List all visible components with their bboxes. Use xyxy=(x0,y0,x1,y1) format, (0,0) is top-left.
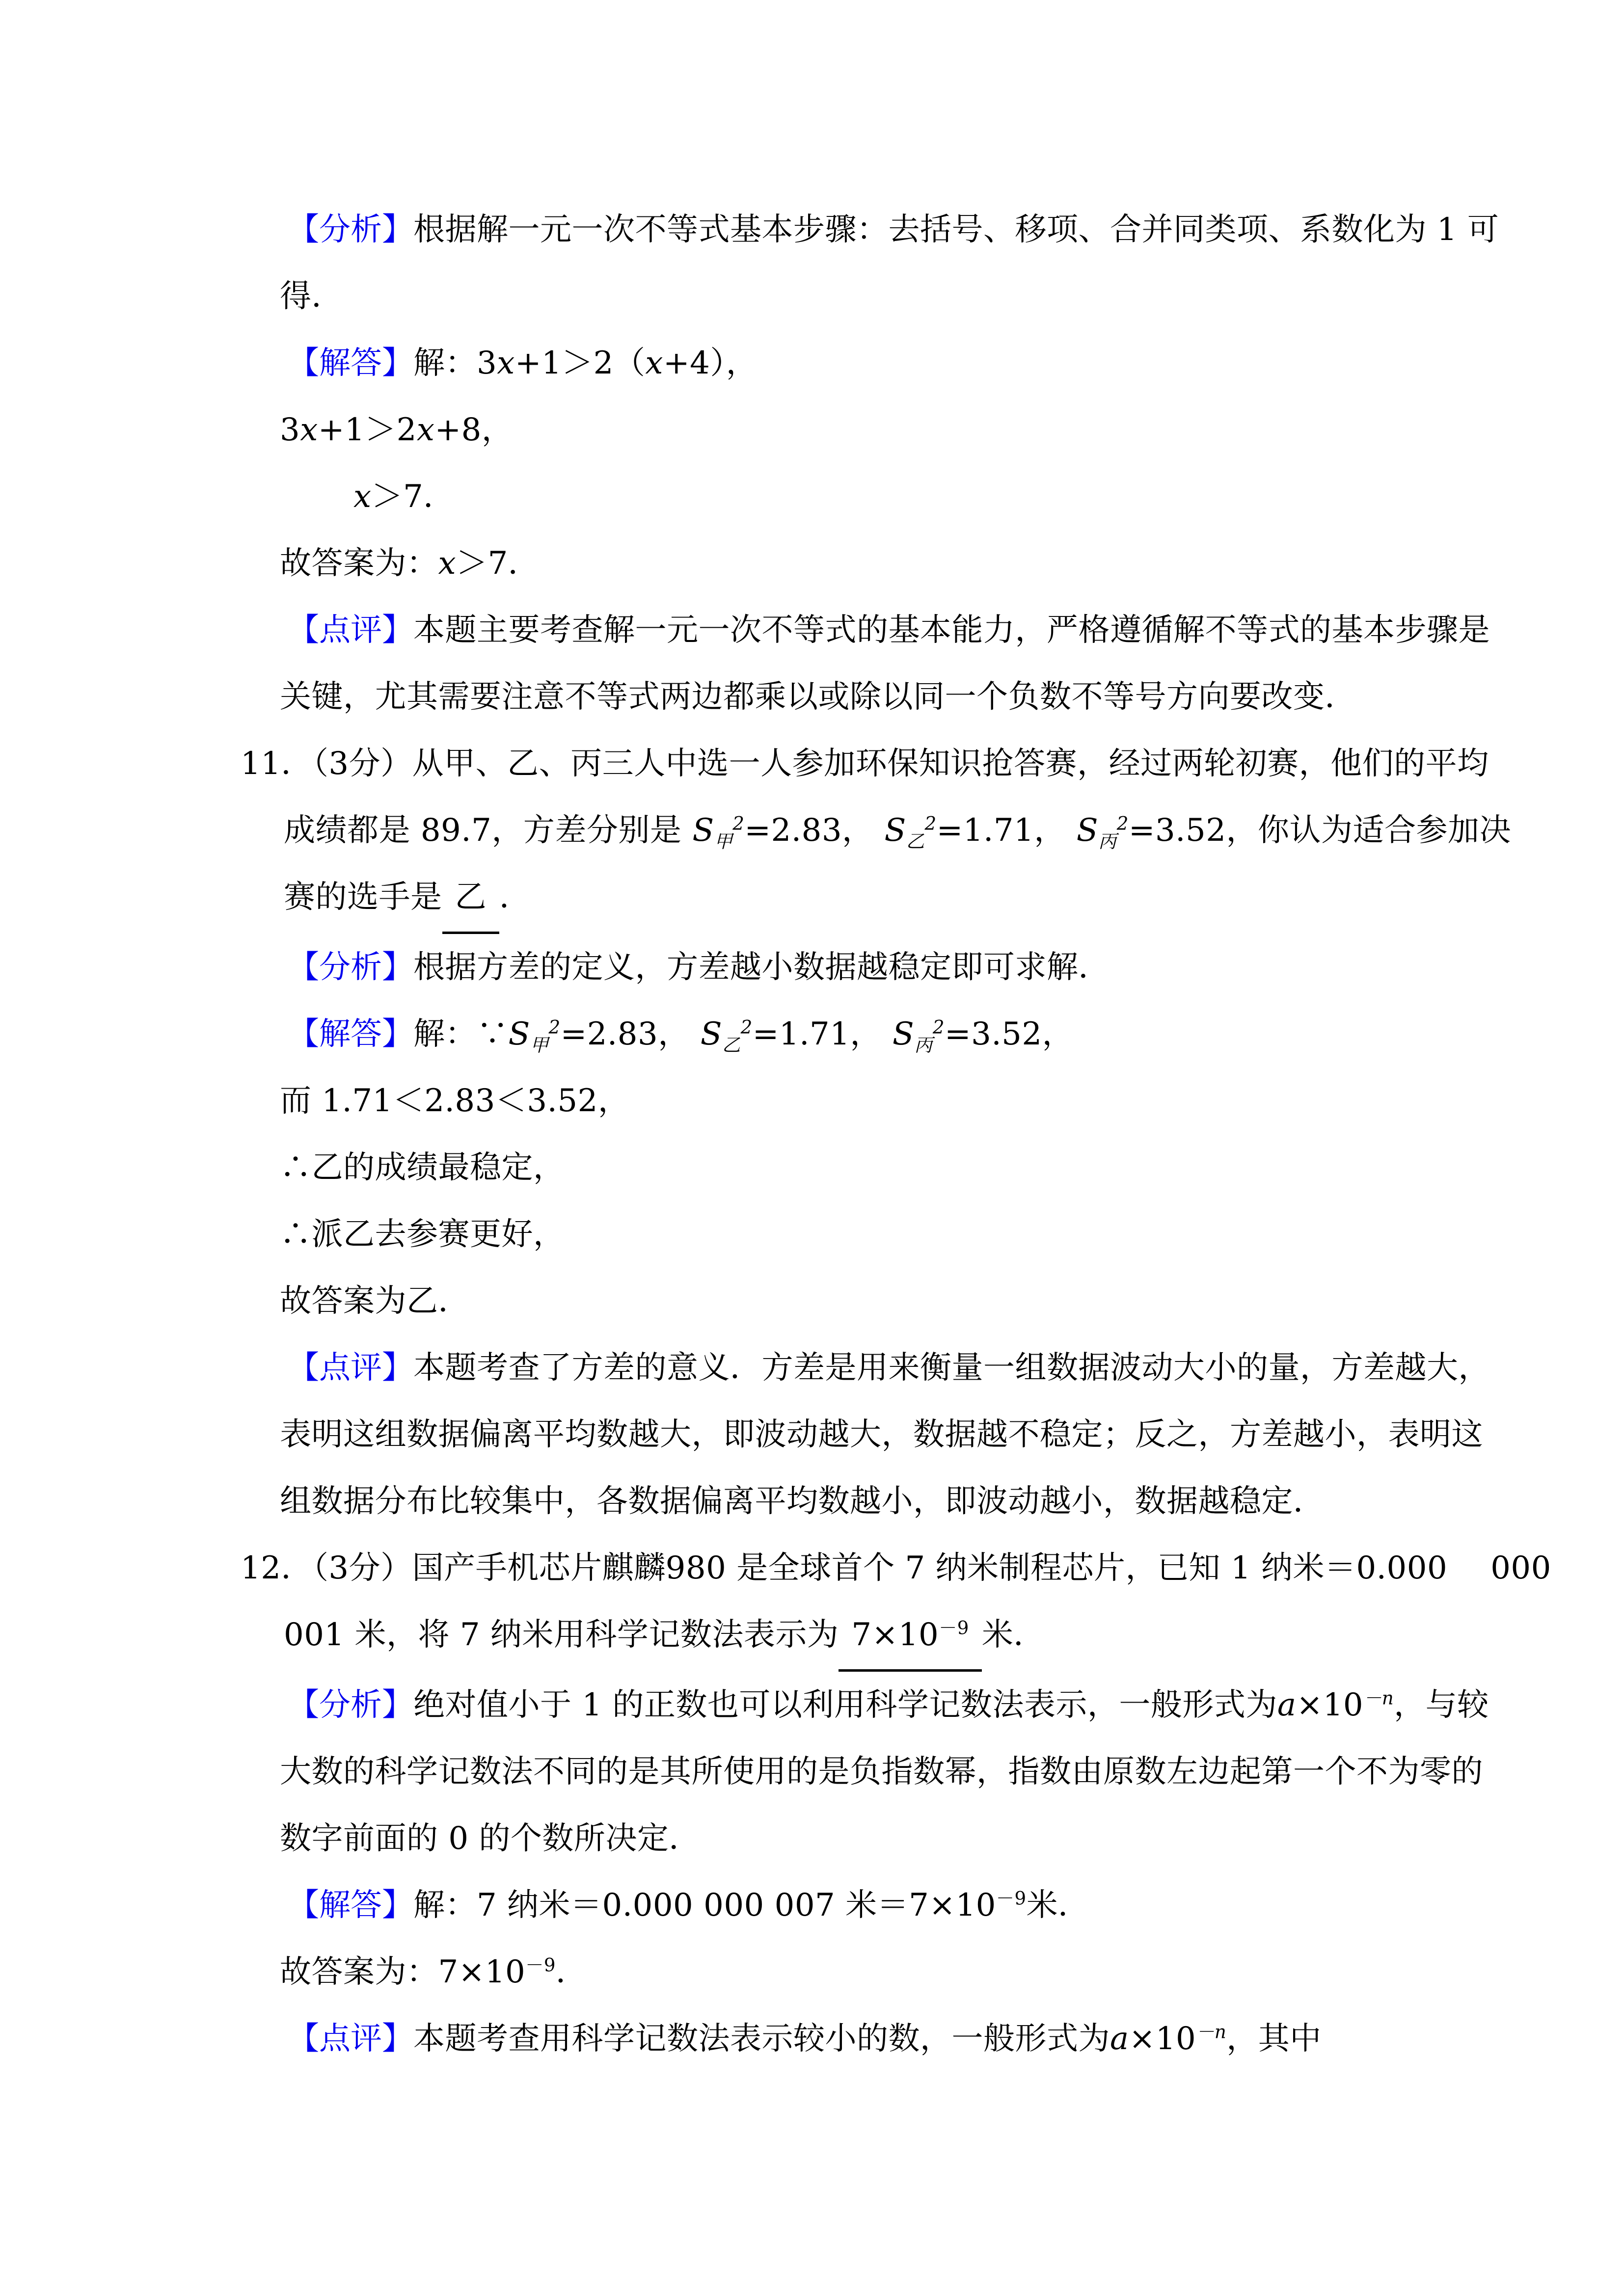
q11-comment-line-2: 表明这组数据偏离平均数越大，即波动越大，数据越不稳定；反之，方差越小，表明这 xyxy=(280,1416,1483,1453)
q12-solution-2-b: ． xyxy=(556,1954,588,1990)
q11-comment-text-1: 本题考查了方差的意义．方差是用来衡量一组数据波动大小的量，方差越大， xyxy=(413,1350,1490,1386)
q10-analysis-line-1 xyxy=(288,196,1499,263)
q11-solution-line-1 xyxy=(288,1001,1419,1068)
q12-formula-pow: $\times 10^{-n}$ xyxy=(1296,1687,1394,1723)
q10-comment-line-2: 关键，尤其需要注意不等式两边都乘以或除以同一个负数不等号方向要改变． xyxy=(280,679,1356,715)
q12-solution-line-2 xyxy=(280,1939,1419,2005)
q11-solution-line-5: 故答案为乙． xyxy=(280,1283,470,1319)
q12-number: 12 xyxy=(241,1550,281,1586)
q12-stem-text-2b: 米． xyxy=(981,1617,1045,1653)
q10-solution-line-2: 3x+1＞2x+8， xyxy=(280,412,514,448)
q12-comment-line-1 xyxy=(288,2005,1419,2072)
q10-solution-line-4: 故答案为：x＞7． xyxy=(280,545,540,582)
q12-answer-blank[interactable]: $7\times 10^{-9}$ xyxy=(839,1602,982,1672)
q12-points: （3分） xyxy=(312,1550,412,1586)
q11-comment-line-3: 组数据分布比较集中，各数据偏离平均数越小，即波动越小，数据越稳定． xyxy=(280,1483,1325,1520)
q11-solution-line-4: ∴派乙去参赛更好， xyxy=(280,1216,565,1253)
analysis-label: 【分析】 xyxy=(288,949,413,986)
q11-sol-variance-jia-value: =2.83， xyxy=(560,1016,690,1052)
q12-stem-line-1: 12．（3分）国产手机芯片麒麟980 是全球首个 7 纳米制程芯片，已知 1 纳米＝0.000 000 xyxy=(241,1550,1551,1586)
q12-formula-a: a xyxy=(1277,1687,1297,1723)
q11-sol-variance-bing: $S_丙^2$ xyxy=(892,1016,945,1056)
q11-variance-bing-value: =3.52， xyxy=(1128,812,1258,849)
solution-label: 【解答】 xyxy=(288,1887,413,1923)
q11-stem-text-2b: 你认为适合参加决 xyxy=(1257,812,1511,849)
q11-solution-line-3: ∴乙的成绩最稳定， xyxy=(280,1149,565,1186)
analysis-label: 【分析】 xyxy=(288,212,413,248)
q12-comment-formula-pow: $\times 10^{-n}$ xyxy=(1129,2021,1227,2057)
q11-number: 11 xyxy=(241,746,281,782)
q11-stem-text-3a: 赛的选手是 xyxy=(284,879,442,915)
q11-stem-text-2a: 成绩都是 89.7，方差分别是 xyxy=(284,812,682,849)
q10-analysis-line-2: 得． xyxy=(280,278,343,315)
q12-analysis-text-1a: 绝对值小于 1 的正数也可以利用科学记数法表示，一般形式为 xyxy=(413,1687,1277,1723)
q11-variance-yi-value: =1.71， xyxy=(936,812,1066,849)
q10-comment-line-1 xyxy=(288,597,1490,664)
q10-comment-text-1: 本题主要考查解一元一次不等式的基本能力，严格遵循解不等式的基本步骤是 xyxy=(413,612,1490,648)
q12-comment-text-a: 本题考查用科学记数法表示较小的数，一般形式为 xyxy=(413,2021,1110,2057)
q12-stem-text-1: 国产手机芯片麒麟980 是全球首个 7 纳米制程芯片，已知 1 纳米＝0.000 xyxy=(412,1550,1448,1586)
q11-sol-variance-bing-value: =3.52， xyxy=(944,1016,1074,1052)
q12-analysis-line-1 xyxy=(288,1672,1489,1738)
q11-variance-yi: $S_乙^2$ xyxy=(884,812,937,852)
q11-sol-variance-yi-value: =1.71， xyxy=(752,1016,882,1052)
page-content xyxy=(241,196,1551,2072)
comment-label: 【点评】 xyxy=(288,612,413,648)
q11-analysis-line xyxy=(288,934,1419,1001)
q11-stem-line-2 xyxy=(284,797,1511,864)
q11-stem-line-3 xyxy=(284,864,1419,934)
q12-solution-text-b: 米． xyxy=(1026,1887,1090,1923)
q11-stem-line-1: 11．（3分）从甲、乙、丙三人中选一人参加环保知识抢答赛，经过两轮初赛，他们的平均 xyxy=(241,746,1489,782)
q12-stem-line-2 xyxy=(284,1602,1419,1672)
q12-analysis-text-1b: ，与较 xyxy=(1394,1687,1489,1723)
comment-label: 【点评】 xyxy=(288,1350,413,1386)
q11-points: （3分） xyxy=(312,746,412,782)
q11-sol-variance-yi: $S_乙^2$ xyxy=(700,1016,753,1056)
q12-solution-2-a: 故答案为：7×10 xyxy=(280,1954,526,1990)
q11-solution-line-2: 而 1.71＜2.83＜3.52， xyxy=(280,1083,630,1119)
q11-stem-text-1: 从甲、乙、丙三人中选一人参加环保知识抢答赛，经过两轮初赛，他们的平均 xyxy=(412,746,1489,782)
solution-label: 【解答】 xyxy=(288,1016,413,1052)
q11-sol-variance-jia: $S_甲^2$ xyxy=(508,1016,561,1056)
q12-comment-text-b: ，其中 xyxy=(1226,2021,1322,2057)
q11-solution-prefix: 解：∵ xyxy=(413,1016,509,1052)
q11-answer-blank[interactable]: 乙 xyxy=(442,864,500,934)
q12-solution-line-1 xyxy=(288,1872,1419,1939)
q10-solution-text-1: 解：3x+1＞2（x+4）， xyxy=(413,345,758,381)
q12-stem-text-2a: 001 米，将 7 纳米用科学记数法表示为 xyxy=(284,1617,839,1653)
q12-comment-formula-a: a xyxy=(1110,2021,1129,2057)
q10-solution-line-1 xyxy=(288,330,1419,397)
q11-analysis-text: 根据方差的定义，方差越小数据越稳定即可求解． xyxy=(413,949,1110,986)
solution-label: 【解答】 xyxy=(288,345,413,381)
q11-stem-text-3b: ． xyxy=(499,879,531,915)
q12-solution-exponent: －9 xyxy=(996,1888,1027,1909)
q10-analysis-text-1: 根据解一元一次不等式基本步骤：去括号、移项、合并同类项、系数化为 1 可 xyxy=(413,212,1499,248)
q11-variance-bing: $S_丙^2$ xyxy=(1076,812,1129,852)
q12-solution-2-exponent: －9 xyxy=(525,1954,556,1976)
q10-solution-line-3: x＞7． xyxy=(353,479,455,515)
comment-label: 【点评】 xyxy=(288,2021,413,2057)
q11-variance-jia: $S_甲^2$ xyxy=(692,812,745,852)
q12-analysis-line-3: 数字前面的 0 的个数所决定． xyxy=(280,1820,701,1857)
q12-solution-text-a: 解：7 纳米＝0.000 000 007 米＝7×10 xyxy=(413,1887,996,1923)
q11-variance-jia-value: =2.83， xyxy=(744,812,874,849)
analysis-label: 【分析】 xyxy=(288,1687,413,1723)
q11-comment-line-1 xyxy=(288,1335,1490,1401)
q12-stem-text-1-tail: 000 xyxy=(1490,1550,1551,1586)
q12-analysis-line-2: 大数的科学记数法不同的是其所使用的是负指数幂，指数由原数左边起第一个不为零的 xyxy=(280,1754,1483,1790)
